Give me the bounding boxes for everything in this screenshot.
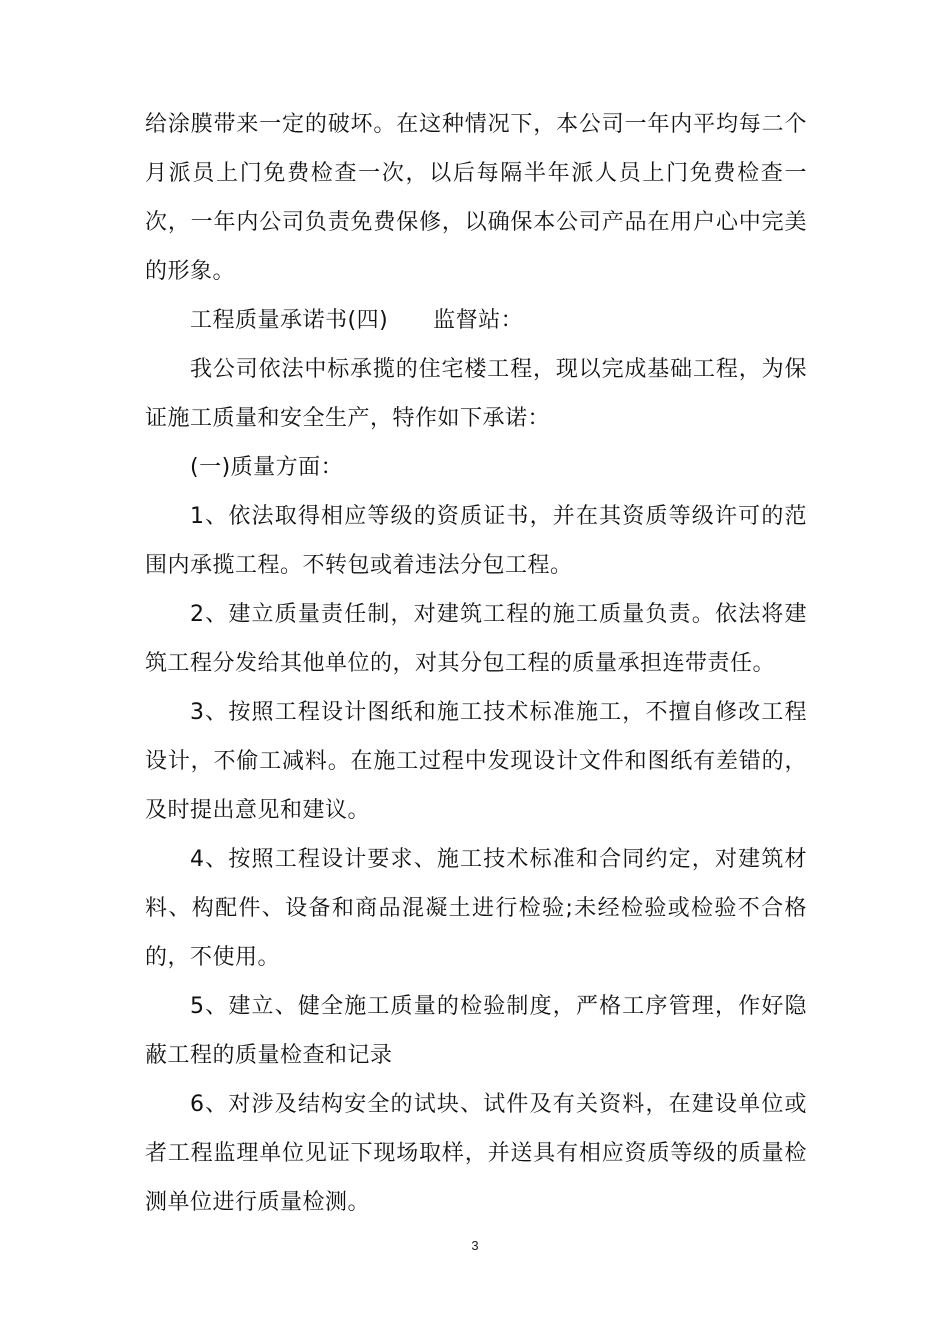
- subsection-heading: (一)质量方面：: [190, 455, 344, 480]
- list-item-6: 6、对涉及结构安全的试块、试件及有关资料，在建设单位或者工程监理单位见证下现场取样，并送具有相应资质等级的质量检测单位进行质量检测。: [145, 1092, 807, 1215]
- list-item-2: 2、建立质量责任制，对建筑工程的施工质量负责。依法将建筑工程分发给其他单位的，对其分包工程的质量承担连带责任。: [145, 602, 807, 676]
- paragraph-continuation: 给涂膜带来一定的破坏。在这种情况下，本公司一年内平均每二个月派员上门免费检查一次，以后每隔半年派人员上门免费检查一次，一年内公司负责免费保修，以确保本公司产品在用户心中完美的形象。: [145, 112, 807, 284]
- list-item-5: 5、建立、健全施工质量的检验制度，严格工序管理，作好隐蔽工程的质量检查和记录: [145, 994, 807, 1068]
- document-body: [145, 100, 807, 1227]
- page-number: 3: [471, 1238, 479, 1253]
- paragraph-intro: 我公司依法中标承揽的住宅楼工程，现以完成基础工程，为保证施工质量和安全生产，特作如下承诺：: [145, 357, 807, 431]
- section-heading: 工程质量承诺书(四) 监督站：: [190, 308, 524, 333]
- list-item-4: 4、按照工程设计要求、施工技术标准和合同约定，对建筑材料、构配件、设备和商品混凝土进行检验;未经检验或检验不合格的，不使用。: [145, 847, 807, 970]
- list-item-3: 3、按照工程设计图纸和施工技术标准施工，不擅自修改工程设计，不偷工减料。在施工过程中发现设计文件和图纸有差错的，及时提出意见和建议。: [145, 700, 807, 823]
- list-item-1: 1、依法取得相应等级的资质证书，并在其资质等级许可的范围内承揽工程。不转包或着违法分包工程。: [145, 504, 807, 578]
